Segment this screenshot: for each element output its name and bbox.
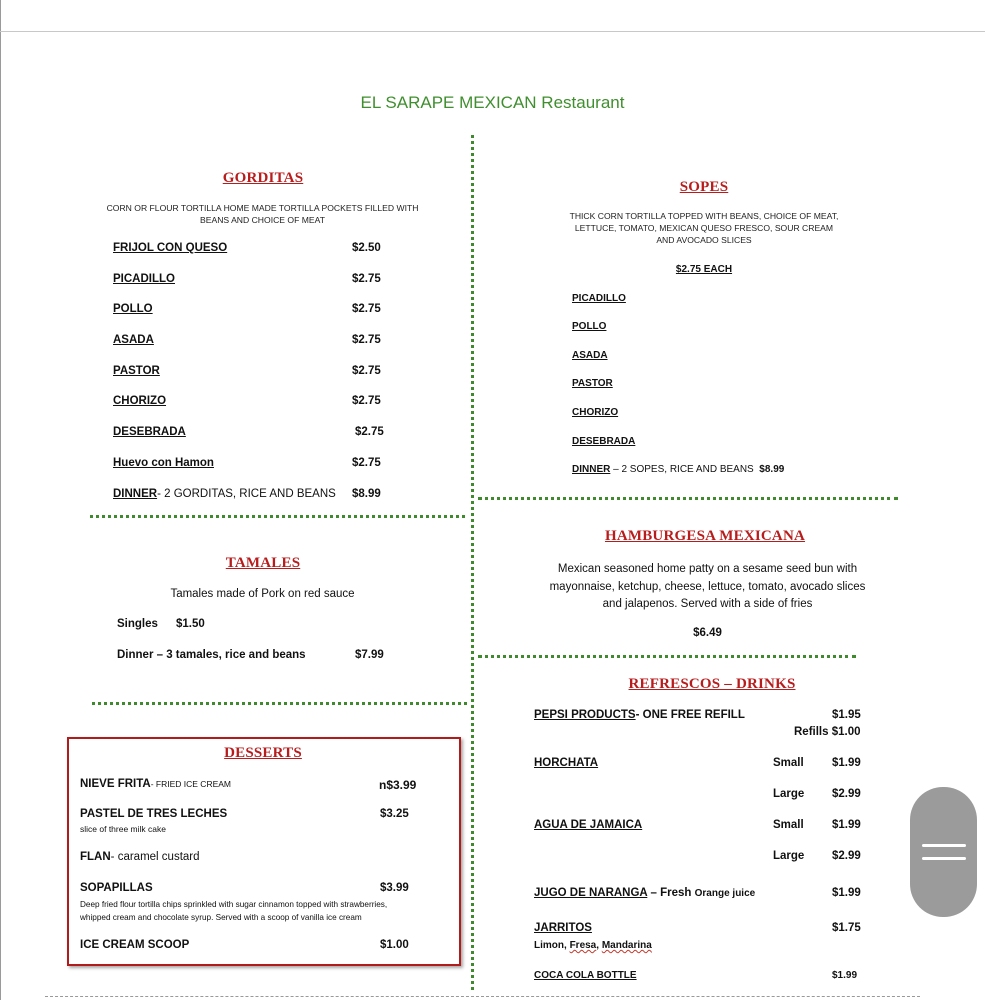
gorditas-item-name: FRIJOL CON QUESO bbox=[113, 242, 228, 254]
sopapillas-desc bbox=[80, 899, 387, 924]
gorditas-item-price: $2.75 bbox=[355, 426, 384, 438]
sopes-item: POLLO bbox=[572, 321, 607, 332]
scoop-price: $1.00 bbox=[380, 939, 409, 951]
scoop-name: ICE CREAM SCOOP bbox=[80, 939, 190, 951]
sopes-dinner-label: DINNER bbox=[572, 464, 611, 475]
jarritos-flavor-sep: , bbox=[596, 940, 602, 951]
jamaica-large-price: $2.99 bbox=[832, 850, 861, 862]
gorditas-item-name: PASTOR bbox=[113, 365, 160, 377]
gorditas-item-price: $2.50 bbox=[352, 242, 381, 254]
gorditas-dinner bbox=[113, 488, 336, 500]
sopes-dinner-price: $8.99 bbox=[759, 464, 785, 475]
jugo bbox=[534, 887, 755, 899]
tamales-heading: TAMALES bbox=[225, 555, 301, 571]
divider-hamburgesa-drinks bbox=[478, 655, 856, 658]
gorditas-item-price: $2.75 bbox=[352, 365, 381, 377]
sopes-item: ASADA bbox=[572, 350, 608, 361]
pepsi-desc: - ONE FREE REFILL bbox=[635, 709, 745, 721]
sopes-each-price: $2.75 EACH bbox=[675, 264, 733, 275]
divider-gorditas-tamales bbox=[90, 515, 465, 518]
nieve-price: n$3.99 bbox=[379, 778, 417, 792]
gorditas-item-price: $2.75 bbox=[352, 334, 381, 346]
gorditas-item-name: PICADILLO bbox=[113, 273, 175, 285]
jarritos-flavor: Fresa bbox=[569, 940, 597, 951]
tamales-singles-price: $1.50 bbox=[176, 618, 205, 630]
gorditas-dinner-desc: - 2 GORDITAS, RICE AND BEANS bbox=[157, 488, 336, 500]
gorditas-item-name: CHORIZO bbox=[113, 395, 167, 407]
nieve-frita bbox=[80, 778, 231, 790]
nieve-name: NIEVE FRITA bbox=[80, 778, 151, 790]
tamales-dinner-price: $7.99 bbox=[355, 649, 384, 661]
sopes-desc-line: THICK CORN TORTILLA TOPPED WITH BEANS, CHOICE OF MEAT, bbox=[569, 211, 839, 221]
menu-lines-icon bbox=[922, 841, 966, 863]
nieve-desc: - FRIED ICE CREAM bbox=[150, 779, 231, 789]
sopapillas-desc-line: Deep fried flour tortilla chips sprinkled with sugar cinnamon topped with strawberries, bbox=[80, 900, 388, 909]
flan-name: FLAN bbox=[80, 851, 111, 863]
pepsi-refills: Refills $1.00 bbox=[794, 726, 861, 738]
hamburgesa-heading: HAMBURGESA MEXICANA bbox=[604, 528, 806, 544]
pepsi-price: $1.95 bbox=[832, 709, 861, 721]
sopes-dinner bbox=[572, 464, 784, 475]
jarritos-price: $1.75 bbox=[832, 922, 861, 934]
jarritos-flavor: Mandarina bbox=[601, 940, 652, 951]
vertical-divider bbox=[471, 135, 474, 990]
sopapillas-desc-line: whipped cream and chocolate syrup. Served with a scoop of vanilla ice cream bbox=[80, 912, 362, 922]
gorditas-heading: GORDITAS bbox=[222, 170, 304, 186]
hamburgesa-desc-line: Mexican seasoned home patty on a sesame seed bun with bbox=[557, 563, 858, 575]
floating-menu-button[interactable] bbox=[910, 787, 977, 917]
gorditas-dinner-label: DINNER bbox=[113, 488, 158, 500]
sopapillas-name: SOPAPILLAS bbox=[80, 882, 153, 894]
gorditas-item-name: Huevo con Hamon bbox=[113, 457, 214, 469]
jamaica-small-price: $1.99 bbox=[832, 819, 861, 831]
sopes-item: CHORIZO bbox=[572, 407, 619, 418]
sopes-description bbox=[540, 210, 868, 246]
desserts-heading: DESSERTS bbox=[224, 745, 302, 761]
jarritos-name: JARRITOS bbox=[534, 922, 592, 934]
hamburgesa-price: $6.49 bbox=[693, 627, 722, 639]
jugo-desc2: Orange juice bbox=[694, 888, 756, 899]
hamburgesa-desc-line: mayonnaise, ketchup, cheese, lettuce, tomato, avocado slices bbox=[549, 580, 866, 593]
flan-desc: - caramel custard bbox=[110, 851, 200, 863]
gorditas-desc-line: CORN OR FLOUR TORTILLA HOME MADE TORTILLA POCKETS FILLED WITH bbox=[106, 203, 419, 213]
hamburgesa-desc-line: and jalapenos. Served with a side of fries bbox=[602, 598, 813, 610]
sopes-desc-line: AND AVOCADO SLICES bbox=[656, 235, 752, 245]
divider-tamales-desserts bbox=[92, 702, 467, 705]
jugo-price: $1.99 bbox=[832, 887, 861, 899]
gorditas-description bbox=[90, 202, 435, 226]
pepsi-name: PEPSI PRODUCTS bbox=[534, 709, 636, 721]
coca-price: $1.99 bbox=[832, 970, 858, 981]
sopes-heading: SOPES bbox=[679, 179, 729, 195]
sopes-item: PICADILLO bbox=[572, 293, 626, 304]
jamaica-small-label: Small bbox=[773, 819, 804, 831]
hamburgesa-description bbox=[515, 561, 900, 614]
horchata-large-label: Large bbox=[773, 788, 805, 800]
page-bottom-border bbox=[45, 996, 920, 997]
gorditas-item-name: DESEBRADA bbox=[113, 426, 186, 438]
jarritos-flavor: Limon, bbox=[534, 940, 570, 951]
drinks-pepsi bbox=[534, 709, 745, 721]
horchata-name: HORCHATA bbox=[534, 757, 599, 769]
tamales-singles-label: Singles bbox=[117, 618, 158, 630]
gorditas-item-name: POLLO bbox=[113, 303, 153, 315]
horchata-small-price: $1.99 bbox=[832, 757, 861, 769]
sopes-item: PASTOR bbox=[572, 378, 613, 389]
pastel-price: $3.25 bbox=[380, 808, 409, 820]
coca-name: COCA COLA BOTTLE bbox=[534, 970, 637, 981]
horchata-large-price: $2.99 bbox=[832, 788, 861, 800]
jamaica-large-label: Large bbox=[773, 850, 805, 862]
gorditas-item-price: $2.75 bbox=[352, 303, 381, 315]
horchata-small-label: Small bbox=[773, 757, 804, 769]
flan bbox=[80, 851, 200, 863]
tamales-dinner-label: Dinner – 3 tamales, rice and beans bbox=[117, 649, 306, 661]
gorditas-item-name: ASADA bbox=[113, 334, 154, 346]
jugo-name: JUGO DE NARANGA bbox=[534, 887, 648, 899]
divider-sopes-hamburgesa bbox=[478, 497, 898, 500]
sopes-desc-line: LETTUCE, TOMATO, MEXICAN QUESO FRESCO, SOUR CREAM bbox=[574, 223, 834, 233]
page-left-border bbox=[0, 0, 1, 1000]
jamaica-name: AGUA DE JAMAICA bbox=[534, 819, 643, 831]
gorditas-item-price: $2.75 bbox=[352, 273, 381, 285]
jugo-desc: – Fresh bbox=[647, 887, 695, 899]
drinks-heading: REFRESCOS – DRINKS bbox=[628, 676, 796, 692]
gorditas-desc-line: BEANS AND CHOICE OF MEAT bbox=[200, 215, 325, 225]
sopes-item: DESEBRADA bbox=[572, 436, 636, 447]
sopes-dinner-desc: – 2 SOPES, RICE AND BEANS bbox=[610, 464, 754, 475]
page-title: EL SARAPE MEXICAN Restaurant bbox=[360, 93, 625, 112]
gorditas-item-price: $2.75 bbox=[352, 457, 381, 469]
jarritos-flavors bbox=[534, 940, 652, 951]
gorditas-dinner-price: $8.99 bbox=[352, 488, 381, 500]
pastel-desc: slice of three milk cake bbox=[80, 824, 166, 834]
sopapillas-price: $3.99 bbox=[380, 882, 409, 894]
pastel-name: PASTEL DE TRES LECHES bbox=[80, 808, 228, 820]
page-top-border bbox=[0, 31, 985, 32]
tamales-description: Tamales made of Pork on red sauce bbox=[170, 588, 355, 600]
gorditas-item-price: $2.75 bbox=[352, 395, 381, 407]
